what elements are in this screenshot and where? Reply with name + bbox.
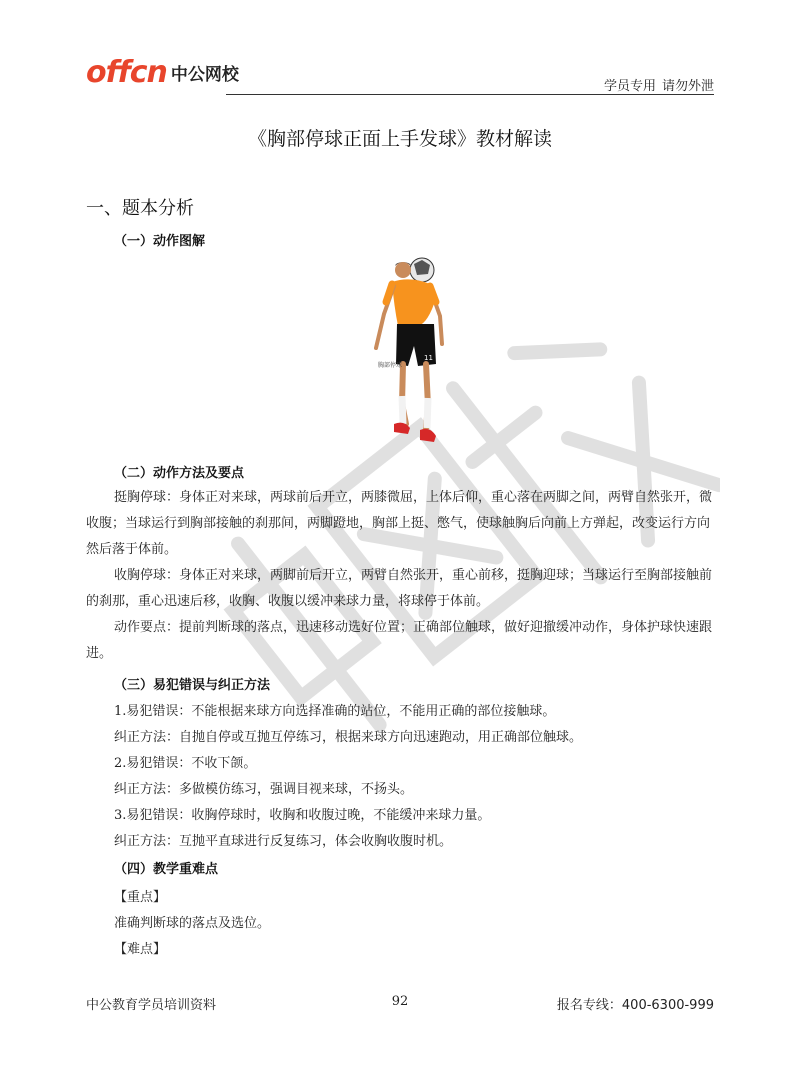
logo-chinese-name: 中公网校 bbox=[170, 65, 239, 85]
footer-source: 中公教育学员培训资料 bbox=[86, 998, 217, 1013]
error-2: 2.易犯错误：不收下颌。 bbox=[114, 756, 257, 771]
subsection-heading-teaching-focus: （四）教学重难点 bbox=[114, 862, 219, 877]
header-notice bbox=[604, 75, 714, 94]
header-notice-1: 学员专用 bbox=[603, 79, 656, 94]
page-header bbox=[86, 55, 714, 98]
section-heading-analysis: 一、题本分析 bbox=[86, 198, 194, 219]
chest-trap-illustration bbox=[370, 256, 450, 451]
key-point-text: 准确判断球的落点及选位。 bbox=[114, 916, 271, 931]
figure-caption: 胸部停球 bbox=[378, 362, 403, 369]
paragraph-key-points: 动作要点：提前判断球的落点，迅速移动选好位置；正确部位触球，做好迎撤缓冲动作，身体护球快速跟进。 bbox=[86, 620, 713, 661]
svg-text:11: 11 bbox=[424, 354, 433, 362]
key-point-label: 【重点】 bbox=[114, 890, 167, 905]
fix-1: 纠正方法：自抛自停或互抛互停练习，根据来球方向迅速跑动，用正确部位触球。 bbox=[114, 730, 583, 745]
difficulty-label: 【难点】 bbox=[114, 942, 167, 957]
paragraph-chest-lift-trap: 挺胸停球：身体正对来球，两球前后开立，两膝微屈，上体后仰，重心落在两脚之间，两臂自然张开，微收腹；当球运行到胸部接触的刹那间，两脚蹬地，胸部上挺、憋气，使球触胸后向前上方弹起，改变运行方向然后落于体前。 bbox=[86, 490, 713, 557]
header-notice-2: 请勿外泄 bbox=[661, 79, 714, 94]
document-title: 《胸部停球正面上手发球》教材解读 bbox=[247, 128, 552, 150]
paragraph-chest-retract-trap: 收胸停球：身体正对来球，两脚前后开立，两臂自然张开，重心前移，挺胸迎球；当球运行至胸部接触前的刹那，重心迅速后移，收胸、收腹以缓冲来球力量，将球停于体前。 bbox=[86, 568, 713, 609]
fix-3: 纠正方法：互抛平直球进行反复练习，体会收胸收腹时机。 bbox=[114, 834, 453, 849]
error-3: 3.易犯错误：收胸停球时，收胸和收腹过晚，不能缓冲来球力量。 bbox=[114, 808, 491, 823]
error-1: 1.易犯错误：不能根据来球方向选择准确的站位，不能用正确的部位接触球。 bbox=[114, 704, 556, 719]
offcn-logo bbox=[86, 55, 239, 90]
player-figure-image bbox=[370, 256, 450, 451]
header-rule bbox=[226, 94, 714, 95]
footer-hotline: 报名专线：400-6300-999 bbox=[556, 998, 714, 1013]
logo-wordmark: offcn bbox=[86, 55, 167, 90]
subsection-heading-diagram: （一）动作图解 bbox=[114, 234, 206, 249]
fix-2: 纠正方法：多做模仿练习，强调目视来球，不扬头。 bbox=[114, 782, 414, 797]
subsection-heading-errors: （三）易犯错误与纠正方法 bbox=[114, 678, 271, 693]
page-number: 92 bbox=[391, 994, 409, 1009]
subsection-heading-method: （二）动作方法及要点 bbox=[114, 466, 245, 481]
